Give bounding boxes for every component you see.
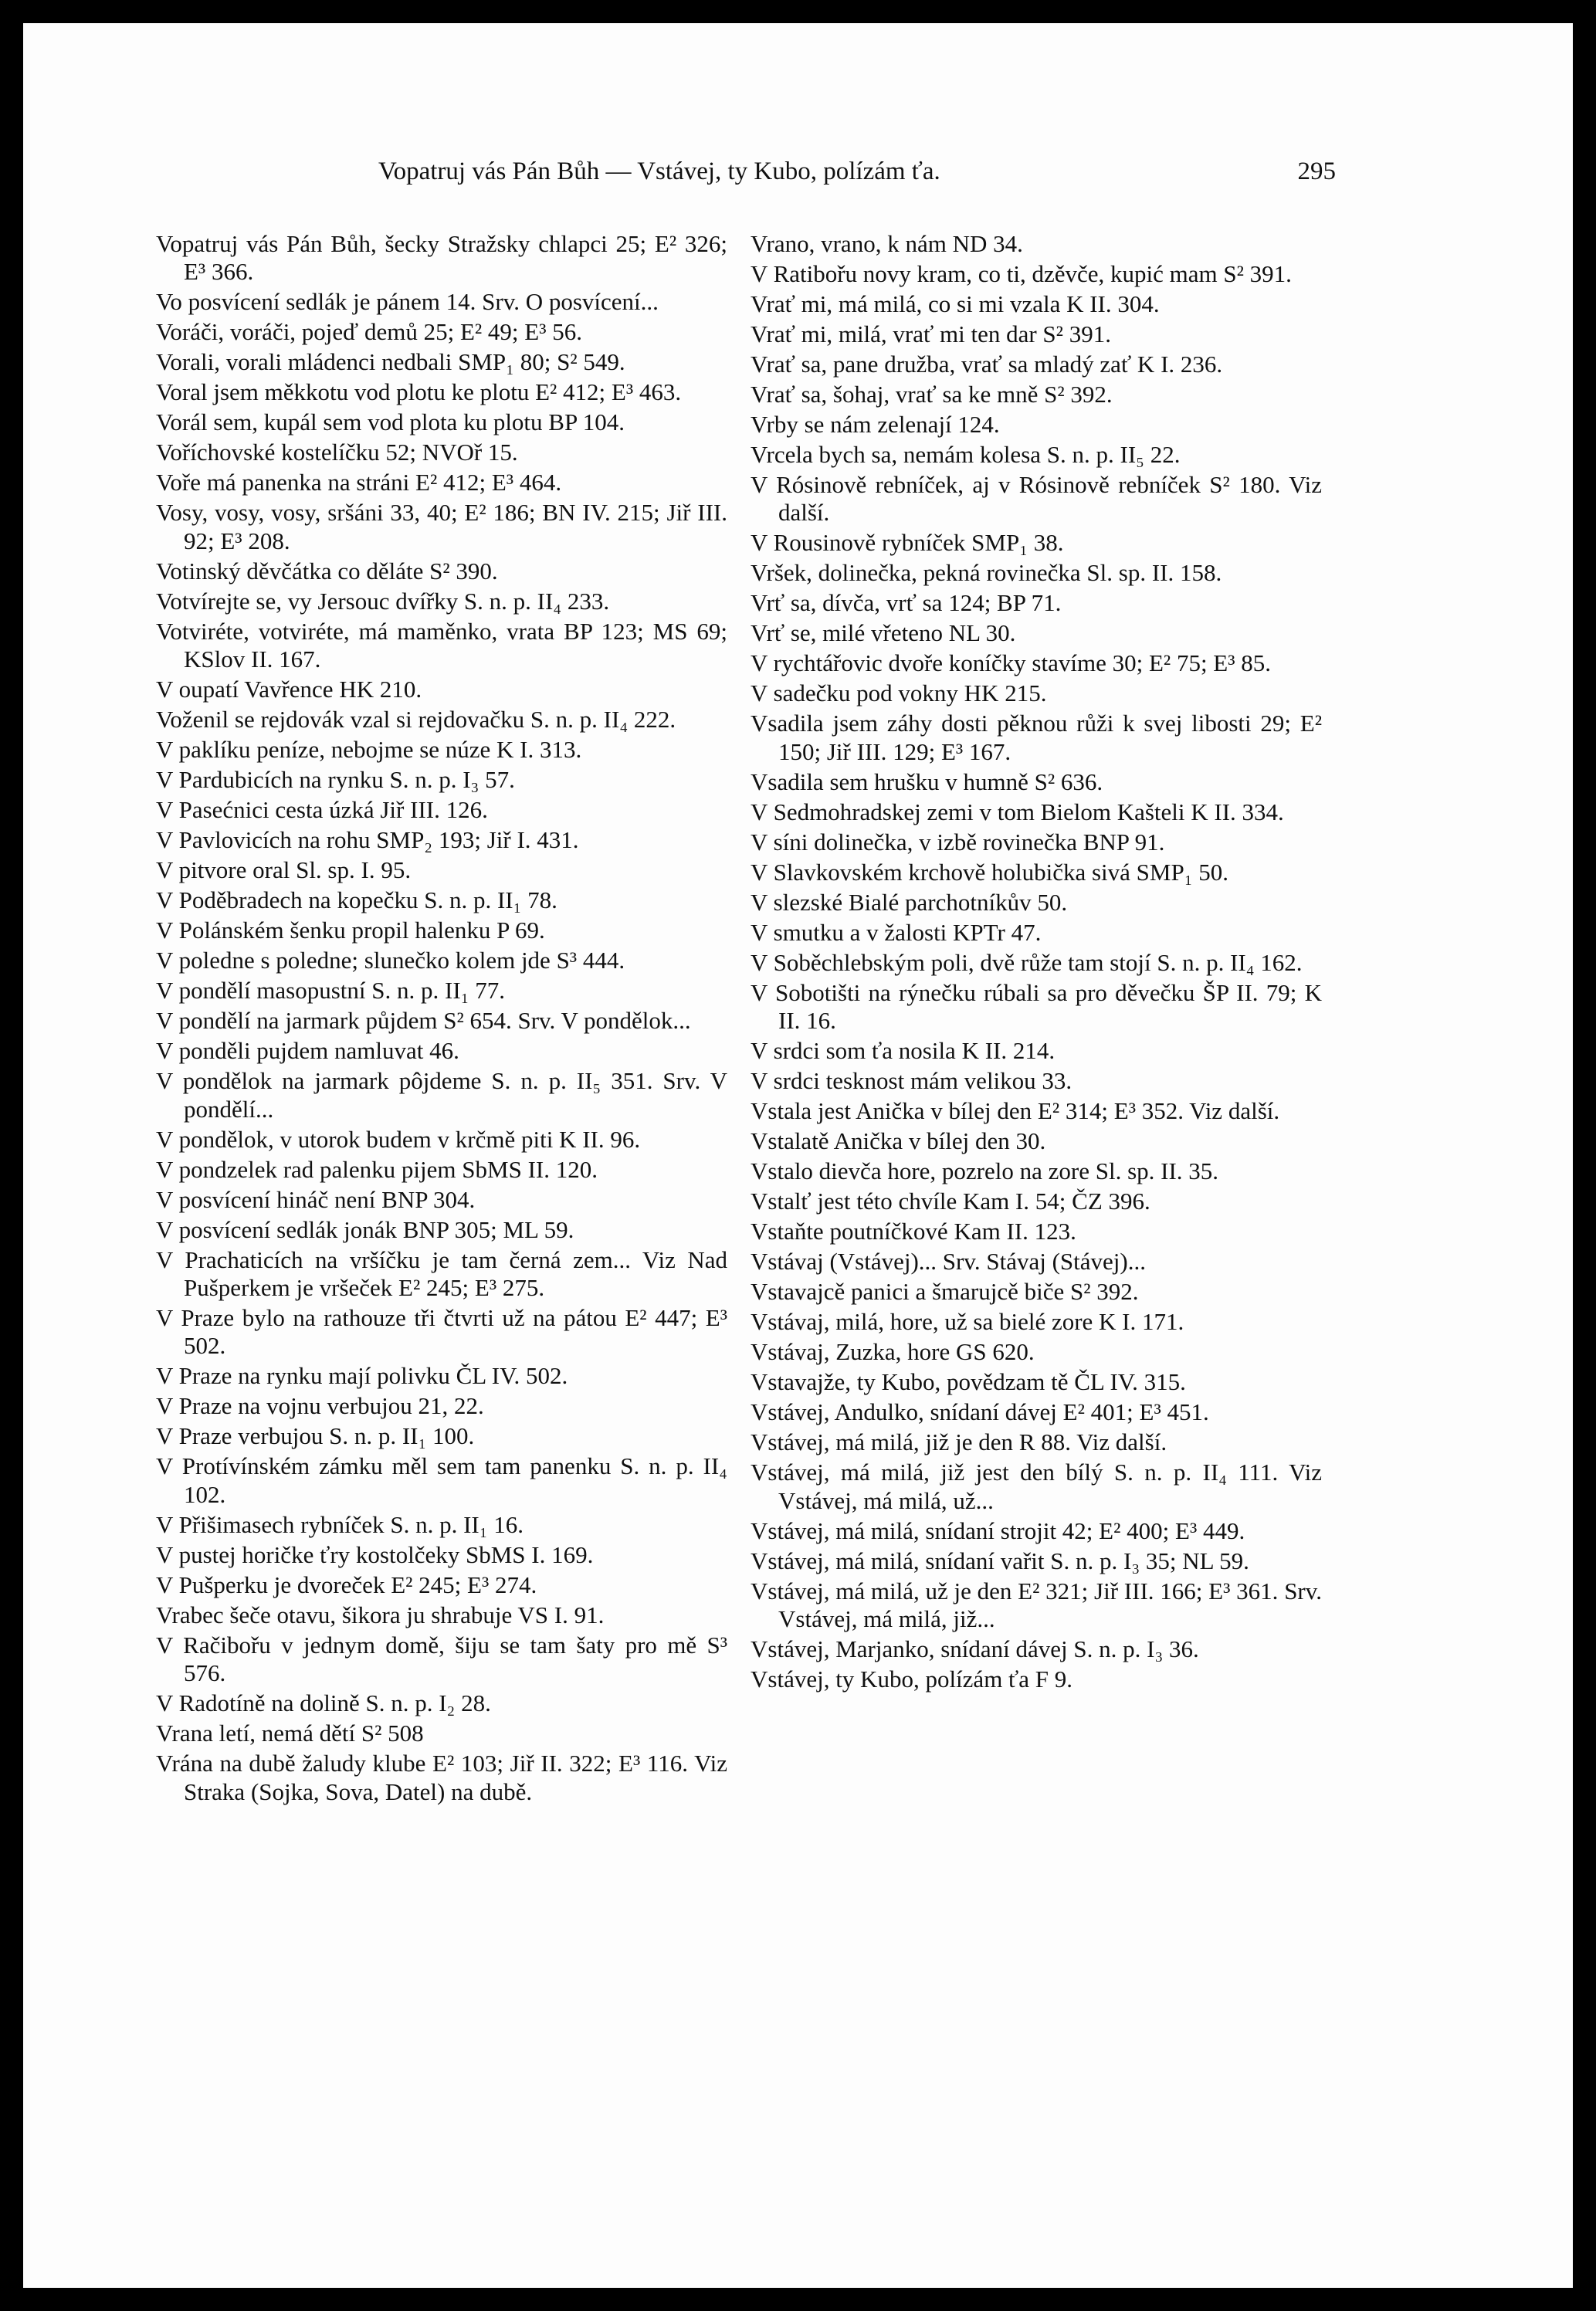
index-entry: Vstávaj, Zuzka, hore GS 620. [751, 1338, 1035, 1366]
index-entry: V ponděli pujdem namluvat 46. [156, 1037, 459, 1065]
index-entry: Vopatruj vás Pán Bůh, šecky Stražsky chlapci 25; E² 326; E³ 366. [156, 230, 727, 286]
index-entry: V paklíku peníze, nebojme se núze K I. 313. [156, 736, 582, 764]
index-entry: Vorál sem, kupál sem vod plota ku plotu BP 104. [156, 408, 625, 436]
index-entry: V Pavlovicích na rohu SMP₂ 193; Jiř I. 431. [156, 826, 579, 854]
index-entry: V pondzelek rad palenku pijem SbMS II. 120. [156, 1155, 598, 1183]
index-entry: Votvírejte se, vy Jersouc dvířky S. n. p. II₄ 233. [156, 587, 610, 615]
index-entry: V posvícení hináč není BNP 304. [156, 1185, 476, 1213]
left-column [156, 230, 727, 1806]
index-entry: Voženil se rejdovák vzal si rejdovačku S. n. p. II₄ 222. [156, 706, 676, 734]
index-entry: Vstávej, Marjanko, snídaní dávej S. n. p. I₃ 36. [751, 1635, 1199, 1663]
index-entry: Vstávej, má milá, už je den E² 321; Jiř III. 166; E³ 361. Srv. Vstávej, má milá, již... [751, 1577, 1322, 1633]
index-entry: V pondělí masopustní S. n. p. II₁ 77. [156, 977, 505, 1005]
right-column [751, 230, 1322, 1693]
index-entry: V Praze na rynku mají polivku ČL IV. 502. [156, 1362, 568, 1390]
index-entry: V Račibořu v jednym domě, šiju se tam šaty pro mě S³ 576. [156, 1631, 727, 1687]
index-entry: Vrána na dubě žaludy klube E² 103; Jiř II. 322; E³ 116. Viz Straka (Sojka, Sova, Datel) na dubě. [156, 1750, 727, 1805]
index-entry: V Rousinově rybníček SMP₁ 38. [751, 529, 1064, 557]
index-entry: V pondělí na jarmark půjdem S² 654. Srv. V pondělok... [156, 1007, 691, 1035]
index-entry: V Rósinově rebníček, aj v Rósinově rebníček S² 180. Viz další. [751, 471, 1322, 527]
index-entry: V Pardubicích na rynku S. n. p. I₃ 57. [156, 766, 515, 794]
index-entry: Vrať mi, milá, vrať mi ten dar S² 391. [751, 320, 1111, 347]
index-entry: Vsadila jsem záhy dosti pěknou růži k svej libosti 29; E² 150; Jiř III. 129; E³ 167. [751, 710, 1322, 765]
index-entry: V Radotíně na dolině S. n. p. I₂ 28. [156, 1689, 491, 1717]
index-entry: Vstávej, má milá, již je den R 88. Viz další. [751, 1428, 1167, 1456]
index-entry: Vrť sa, dívča, vrť sa 124; BP 71. [751, 589, 1062, 617]
index-entry: V Slavkovském krchově holubička sivá SMP₁ 50. [751, 858, 1229, 886]
index-entry: Vrať mi, má milá, co si mi vzala K II. 304. [751, 290, 1160, 317]
index-entry: V Praze na vojnu verbujou 21, 22. [156, 1392, 484, 1420]
index-entry: Vstávej, má milá, již jest den bílý S. n. p. II₄ 111. Viz Vstávej, má milá, už... [751, 1459, 1322, 1514]
index-entry: V poledne s poledne; slunečko kolem jde S³ 444. [156, 947, 625, 974]
index-entry: Vsadila sem hrušku v humně S² 636. [751, 768, 1103, 795]
index-entry: V rychtářovic dvoře koníčky stavíme 30; E² 75; E³ 85. [751, 649, 1272, 677]
index-entry: V pondělok, v utorok budem v krčmě piti K II. 96. [156, 1125, 641, 1153]
index-entry: Voříchovské kostelíčku 52; NVOř 15. [156, 439, 518, 466]
index-entry: V Praze bylo na rathouze tři čtvrti už na pátou E² 447; E³ 502. [156, 1304, 727, 1360]
index-entry: V srdci tesknost mám velikou 33. [751, 1067, 1072, 1095]
index-entry: Votviréte, votviréte, má maměnko, vrata BP 123; MS 69; KSlov II. 167. [156, 617, 727, 673]
index-entry: V Pušperku je dvoreček E² 245; E³ 274. [156, 1571, 537, 1598]
index-entry: V Sedmohradskej zemi v tom Bielom Kašteli K II. 334. [751, 798, 1284, 825]
index-entry: Vorali, vorali mládenci nedbali SMP₁ 80; S² 549. [156, 348, 625, 376]
index-entry: Vstávej, Andulko, snídaní dávej E² 401; E³ 451. [751, 1398, 1209, 1426]
index-entry: V Sobotišti na rýnečku rúbali sa pro děvečku ŠP II. 79; K II. 16. [751, 978, 1322, 1035]
index-entry: Vstaňte poutníčkové Kam II. 123. [751, 1218, 1076, 1245]
index-entry: V sadečku pod vokny HK 215. [751, 679, 1047, 707]
running-title: Vopatruj vás Pán Bůh — Vstávej, ty Kubo, polízám ťa. [378, 158, 940, 185]
index-entry: Vosy, vosy, vosy, sršáni 33, 40; E² 186; BN IV. 215; Jiř III. 92; E³ 208. [156, 499, 727, 554]
index-entry: V slezské Bialé parchotníkův 50. [751, 888, 1068, 916]
index-entry: Vstalatě Anička v bílej den 30. [751, 1127, 1046, 1155]
index-entry: Vrať sa, šohaj, vrať sa ke mně S² 392. [751, 381, 1113, 408]
index-entry: Vstala jest Anička v bílej den E² 314; E³ 352. Viz další. [751, 1097, 1280, 1125]
index-entry: V posvícení sedlák jonák BNP 305; ML 59. [156, 1215, 574, 1243]
index-entry: V oupatí Vavřence HK 210. [156, 676, 422, 703]
index-entry: Vstávaj (Vstávej)... Srv. Stávaj (Stávej)... [751, 1248, 1146, 1276]
index-entry: V Protívínském zámku měl sem tam panenku S. n. p. II₄ 102. [156, 1452, 727, 1508]
index-entry: Voral jsem měkkotu vod plotu ke plotu E² 412; E³ 463. [156, 378, 682, 406]
index-entry: Vstavajcě panici a šmarujcě biče S² 392. [751, 1278, 1139, 1306]
index-entry: Vršek, dolinečka, pekná rovinečka Sl. sp. II. 158. [751, 559, 1222, 587]
index-entry: V Poděbradech na kopečku S. n. p. II₁ 78. [156, 886, 557, 914]
index-entry: Voře má panenka na stráni E² 412; E³ 464. [156, 469, 562, 496]
index-entry: Vrť se, milé vřeteno NL 30. [751, 619, 1016, 647]
index-entry: Vrať sa, pane družba, vrať sa mladý zať K I. 236. [751, 351, 1223, 378]
index-entry: Vstávaj, milá, hore, už sa bielé zore K I. 171. [751, 1308, 1184, 1336]
index-entry: V Pasećnici cesta úzká Jiř III. 126. [156, 796, 488, 824]
index-entry: Vrano, vrano, k nám ND 34. [751, 230, 1023, 257]
index-entry: Vrcela bych sa, nemám kolesa S. n. p. II₅ 22. [751, 441, 1181, 468]
index-entry: Vstalť jest této chvíle Kam I. 54; ČZ 396. [751, 1188, 1150, 1215]
page-number: 295 [1297, 158, 1336, 185]
index-entry: V Soběchlebským poli, dvě růže tam stojí S. n. p. II₄ 162. [751, 948, 1303, 976]
index-entry: V Polánském šenku propil halenku P 69. [156, 917, 545, 944]
index-entry: V srdci som ťa nosila K II. 214. [751, 1037, 1056, 1065]
index-entry: Vstalo dievča hore, pozrelo na zore Sl. sp. II. 35. [751, 1157, 1219, 1185]
index-entry: Voráči, voráči, pojeď demů 25; E² 49; E³ 56. [156, 318, 583, 346]
index-entry: Vstavajže, ty Kubo, povědzam tě ČL IV. 315. [751, 1368, 1186, 1396]
index-entry: V pondělok na jarmark pôjdeme S. n. p. II₅ 351. Srv. V pondělí... [156, 1067, 727, 1123]
index-entry: V smutku a v žalosti KPTr 47. [751, 918, 1042, 946]
index-entry: V Ratibořu novy kram, co ti, dzěvče, kupić mam S² 391. [751, 260, 1292, 287]
book-page [23, 23, 1573, 2288]
index-entry: V pitvore oral Sl. sp. I. 95. [156, 856, 412, 884]
index-entry: Vo posvícení sedlák je pánem 14. Srv. O posvícení... [156, 288, 659, 316]
index-entry: Vrby se nám zelenají 124. [751, 411, 1000, 438]
index-entry: Vstávej, ty Kubo, polízám ťa F 9. [751, 1665, 1073, 1693]
index-entry: Vstávej, má milá, snídaní vařit S. n. p. I₃ 35; NL 59. [751, 1547, 1249, 1574]
index-entry: V síni dolinečka, v izbě rovinečka BNP 91. [751, 828, 1165, 856]
index-entry: Vstávej, má milá, snídaní strojit 42; E² 400; E³ 449. [751, 1516, 1245, 1544]
index-entry: V Prachaticích na vršíčku je tam černá zem... Viz Nad Pušperkem je vršeček E² 245; E³ 275. [156, 1245, 727, 1302]
index-entry: V pustej horičke ťry kostolčeky SbMS I. 169. [156, 1540, 594, 1568]
index-entry: Vrana letí, nemá dětí S² 508 [156, 1720, 424, 1747]
index-entry: Votinský děvčátka co děláte S² 390. [156, 557, 498, 585]
index-entry: Vrabec šeče otavu, šikora ju shrabuje VS I. 91. [156, 1601, 605, 1628]
index-entry: V Praze verbujou S. n. p. II₁ 100. [156, 1422, 475, 1450]
index-entry: V Přišimasech rybníček S. n. p. II₁ 16. [156, 1510, 524, 1538]
